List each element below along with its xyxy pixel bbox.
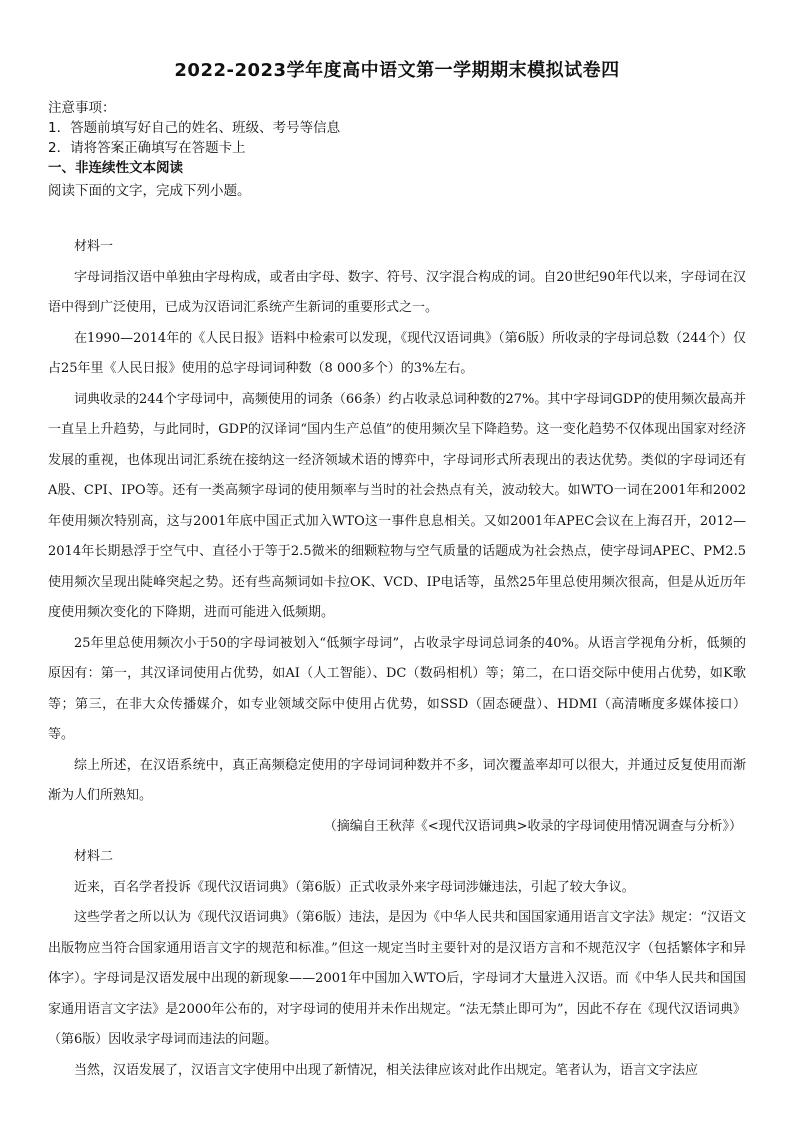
paragraph: 这些学者之所以认为《现代汉语词典》（第6版）违法，是因为《中华人民共和国国家通用语言文字法》规定：“汉语文出版物应当符合国家通用语言文字的规范和标准。”但这一规定当时主要针对的是汉语方言和不规范汉字（包括繁体字和异体字）。字母词是汉语发展中出现的新现象——2001年中国加入WTO后，字母词才大量进入汉语。而《中华人民共和国国家通用语言文字法》是2000年公布的，对字母词的使用并未作出规定。“法无禁止即可为”，因此不存在《现代汉语词典》（第6版）因收录字母词而违法的问题。 bbox=[48, 910, 746, 1047]
section-heading: 一、非连续性文本阅读 bbox=[48, 160, 183, 176]
paragraph: 词典收录的244个字母词中，高频使用的词条（66条）约占收录总词种数的27%。其中字母词GDP的使用频次最高并一直呈上升趋势，与此同时，GDP的汉译词“国内生产总值”的使用频次呈下降趋势。这一变化趋势不仅体现出国家对经济发展的重视，也体现出词汇系统在接纳这一经济领域术语的博弈中，字母词形式所表现出的表达优势。类似的字母词还有A股、CPI、IPO等。还有一类高频字母词的使用频率与当时的社会热点有关，波动较大。如WTO一词在2001年和2002年使用频次特别高，这与2001年底中国正式加入WTO这一事件息息相关。又如2001年APEC会议在上海召开，2012—2014年长期悬浮于空气中、直径小于等于2.5微米的细颗粒物与空气质量的话题成为社会热点，使字母词APEC、PM2.5使用频次呈现出陡峰突起之势。还有些高频词如卡拉OK、VCD、IP电话等，虽然25年里总使用频次很高，但是从近历年度使用频次变化的下降期，进而可能进入低频期。 bbox=[48, 391, 746, 620]
paragraph: 近来，百名学者投诉《现代汉语词典》（第6版）正式收录外来字母词涉嫌违法，引起了较大争议。 bbox=[74, 879, 635, 895]
reading-passage bbox=[48, 232, 746, 1086]
source-citation: （摘编自王秋萍《<现代汉语词典>收录的字母词使用情况调查与分析》） bbox=[323, 818, 742, 834]
paragraph: 当然，汉语发展了，汉语言文字使用中出现了新情况，相关法律应该对此作出规定。笔者认为，语言文字法应 bbox=[74, 1062, 699, 1078]
material-label: 材料一 bbox=[74, 239, 114, 254]
notice-heading: 注意事项： bbox=[48, 100, 116, 116]
paragraph: 在1990—2014年的《人民日报》语料中检索可以发现，《现代汉语词典》（第6版）所收录的字母词总数（244个）仅占25年里《人民日报》使用的总字母词词种数（8 000多个）的3%左右。 bbox=[48, 330, 746, 376]
notice-item: 1．答题前填写好自己的姓名、班级、考号等信息 bbox=[48, 120, 341, 136]
paragraph: 字母词指汉语中单独由字母构成，或者由字母、数字、符号、汉字混合构成的词。自20世纪90年代以来，字母词在汉语中得到广泛使用，已成为汉语词汇系统产生新词的重要形式之一。 bbox=[48, 269, 746, 315]
section-instruction: 阅读下面的文字，完成下列小题。 bbox=[48, 183, 251, 199]
notice-item: 2．请将答案正确填写在答题卡上 bbox=[48, 140, 246, 156]
paragraph: 25年里总使用频次小于50的字母词被划入“低频字母词”，占收录字母词总词条的40%。从语言学视角分析，低频的原因有：第一，其汉译词使用占优势，如AI（人工智能）、DC（数码相机）等；第二，在口语交际中使用占优势，如K歌等；第三，在非大众传播媒介，如专业领域交际中使用占优势，如SSD（固态硬盘）、HDMI（高清晰度多媒体接口）等。 bbox=[48, 635, 746, 742]
page-title: 2022-2023学年度高中语文第一学期期末模拟试卷四 bbox=[174, 60, 620, 81]
paragraph: 综上所述，在汉语系统中，真正高频稳定使用的字母词词种数并不多，词次覆盖率却可以很大，并通过反复使用而渐渐为人们所熟知。 bbox=[48, 757, 746, 803]
material-label: 材料二 bbox=[74, 849, 114, 864]
